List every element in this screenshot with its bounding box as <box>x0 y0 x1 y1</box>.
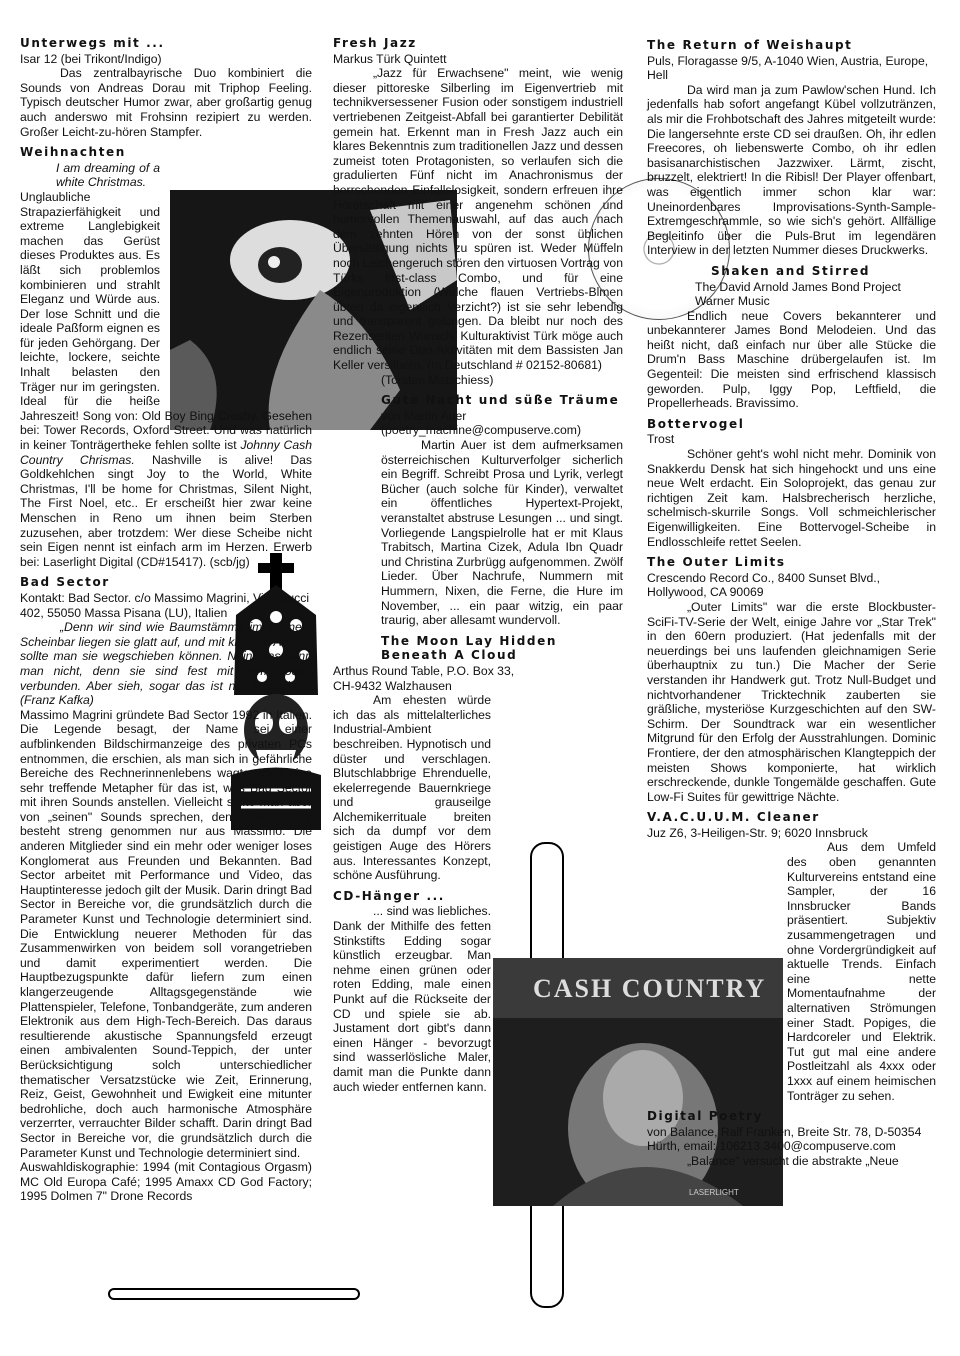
weihnachten-quote: I am dreaming of a white Christmas. <box>56 160 160 190</box>
shaken-review: Endlich neue Covers bekannterer und unbekannterer James Bond Melodeien. Und das heißt nicht, daß einfach nur über alle Stücke die Drum'n Bass Maschine drübergelaufen ist. Im Gegenteil: Die meisten sind erfrischend klassisch geworden. Pulp, Iggy Pop, Leftfield, die Propellerheads. Bravissimo. <box>647 308 936 411</box>
bottervogel-label: Trost <box>647 432 675 447</box>
heading-bad-sector: Bad Sector <box>20 575 110 590</box>
heading-digital-poetry: Digital Poetry <box>647 1109 763 1124</box>
shaken-project: The David Arnold James Bond Project <box>695 279 901 294</box>
moon-address: Arthus Round Table, P.O. Box 33, CH-9432 Walzhausen <box>333 663 515 693</box>
vacuum-address: Juz Z6, 3-Heiligen-Str. 9; 6020 Innsbruck <box>647 825 868 840</box>
bad-sector-contact: Kontakt: Bad Sector. c/o Massimo Magrini, Via Laucci 402, 55050 Massa Pisana (LU), Italien <box>20 590 310 620</box>
unterwegs-label: Isar 12 (bei Trikont/Indigo) <box>20 51 162 66</box>
heading-cd-haenger: CD-Hänger ... <box>333 888 445 903</box>
fresh-jazz-review: „Jazz für Erwachsene" meint, wie wenig dieser pittoreske Silberling im Eigenvertrieb mit technikversessener Fusion oder sonstigem industriell vertriebenen Zeitgeist-Abfall bei garantierter Debilität gemein hat. Erkennt man in Fresh Jazz auch ein klares Bekenntnis zum traditionellen Jazz und dessen zumeist toten Protagonisten, so verlaufen sich die gradulierten Fünf nicht im Anachronismus der herrschenden Einfallslosigkeit, sondern erfreuen ihre Hörerschaft mit einer angenehm schönen und humorvollen Themenauswahl, auf das auch nach dem zehnten Hören von der sonst üblichen Übersättigung nichts zu spüren ist. Weder Müffeln noch Leichengeruch stören den virtuosen Vortrag von Türks first-class Combo, und für eine Eigenproduktion (Welche flauen Vertriebs-Blmen übten da eigentlich Verzicht?) ist sie sehr lebendig und transparent gelungen. Da bleibt nur noch des Rezensenten Wunsch, Kulturaktivist Türk möge auch endlich seine Duo-Aktivitäten mit dem Bassisten Jan Keller versilbern. (In Deutschland # 02152-80681) <box>333 66 623 373</box>
bad-sector-quote: „Denn wir sind wie Baumstämme im Schnee. Scheinbar liegen sie glatt auf, und mit kleinem Anstoß sollte man sie wegschieben können. Nein, das kann man nicht, denn sie sind fest mit dem Boden verbunden. Aber sieh, sogar das ist nur scheinbar." (Franz Kafka) <box>20 620 312 708</box>
photo-spacer <box>164 161 312 403</box>
cash-cover-title: CASH COUNTRY <box>533 974 767 1003</box>
bad-sector-review: Massimo Magrini gründete Bad Sector 1992 in Italien. Die Legende besagt, der Name sei einer aufblinkenden Bildschirmanzeige des privaten PCs entnommen, die erschien, als man sich in gefährliche Bereiche des Rechnerinnenlebens wagte. Was eine sehr treffende Metapher für das ist, was Bad Sector mit ihren Sounds anstellen. Vielleicht sollte man aber von „seinen" Sounds sprechen, denn Bad Sector besteht streng genommen nur aus Massimo. Die anderen Mitglieder sind ein mehr oder weniger loses Konglomerat aus Freunden und Bekannten. Bad Sector arbeitet mit Performance und Video, das Hauptinteresse jedoch gilt der Musik. Darin dringt Bad Sector in Bereiche vor, die grundsätzlich durch die Parameter Kunst und Technologie determiniert sind. Die Entwicklung neuerer Methoden für das Zusammenwirken von beidem soll vorangetrieben und damit experimentiert werden. Die Hauptbezugspunkte dafür liefern zum einen klangerzeugende Alltagsgegenstände wie Plattenspieler, Telefone, Tonbandgeräte, zum anderen Elektronik aus dem High-Tech-Bereich. Das daraus resultierende akustische Spannungsfeld erzeugt einen ambivalenten Sound-Teppich, der unter Berücksichtigung solch unterschiedlicher thematischer Versatzstücke wie Zeit, Erinnerung, Reiz, Geist, Gewohnheit und Ewigkeit eine mitunter bedrohliche, doch auch harmonische Atmosphäre verzerrter, verrauchter Bilder schafft. Darin dringt Bad Sector in Bereiche vor, die grundsätzlich durch die Parameter Kunst und Technologie determiniert sind. <box>20 707 312 1160</box>
gute-nacht-author: von Martin Auer <box>381 408 467 423</box>
fresh-jazz-signature: (Torsten Matschiess) <box>381 372 494 387</box>
cash-cover-label: LASERLIGHT <box>689 1188 739 1197</box>
heading-weishaupt: The Return of Weishaupt <box>647 38 853 52</box>
gute-nacht-review: Martin Auer ist dem aufmerksamen österreichischen Kulturverfolger sicherlich ein Begriff. Schreibt Prosa und Lyrik, verlegt Bücher (auch solche für Kinder), verwaltet ein öffentliches Hypertext-Projekt, veranstaltet abstruse Lesungen ... und singt. Vorliegende Langspielrolle hat er mit Klaus Trabitsch, Martina Cizek, Adula Ibn Quadr und Christina Zurbrügg aufgenommen. Zwölf Lieder. Über Nachrufe, Nummern mit Hummern, Nixen, die Ferne, die Hure im November, ... ein paar witzig, ein paar traurig, aber allesamt wundervoll. <box>381 438 623 628</box>
heading-weihnachten: Weihnachten <box>20 145 126 160</box>
outer-limits-review: „Outer Limits" war die erste Blockbuster-SciFi-TV-Serie der Welt, einige Jahre vor „Star Trek" in den 60ern produziert. (Hat jedenfalls mit der neuerdings bei uns laufenden gleichnamigen Serie überhauptnix zu tun.) Die Macher der Serie verstanden ihr Handwerk gut. Trotz Null-Budget und nichtvorhandener Tricktechnik zauberten sie gräßliche, mysteriöse Kurzgeschichten auf den SW-Schirm. Der Soundtrack war ein wesentlicher Mitgrund für den Erfolg der Ausstrahlungen. Dominic Frontiere, der den atmosphärischen Klangteppich der meisten Shows komponierte, hat wirklich erschreckende, dunkle Tongemälde geschaffen. Gute Low-Fi Suites für gewittrige Nächte. <box>647 599 936 804</box>
bad-sector-discography: Auswahldiskographie: 1994 (mit Contagious Orgasm) MC Old Europa Café; 1995 Amaxx CD God Factory; 1995 Dolmen 7" Drone Records <box>20 1160 312 1204</box>
column-2 <box>333 36 623 1094</box>
heading-outer-limits: The Outer Limits <box>647 555 786 570</box>
cd-haenger-review: ... sind was liebliches. Dank der Mithilfe des fetten Stinkstifts Edding sogar künstlich erzeugbar. Man nehme einen grünen oder roten Edding, male einen Punkt auf die Rückseite der CD und spiele sie ab. Justament dort gibt's dann einen Hänger - bevorzugt sind wasserlösliche Maler, damit man die Punkte dann auch wieder entfernen kann. <box>333 904 491 1094</box>
weihnachten-review: Unglaubliche Strapazierfähigkeit und extreme Langlebigkeit machen das Gerüst dieses Produktes aus. Es läßt sich problemlos kombinieren und strahlt Eleganz und Würde aus. Der lose Schnitt und die ideale Paßform eignen es für jeden Gehörgang. Der leichte, lockere, seichte Inhalt belasten den Träger nur im geringsten. Ideal für die heiße Jahreszeit! Song von: Old Boy Bing Crosby. Gesehen bei: Tower Records, Oxford Street. Und was natürlich in keiner Tonträgertheke fehlen sollte ist Johnny Cash Country Chrismas. Nashville is alive! Das Goldkehlchen singt Joy to the World, White Christmas, I'll be home for Christmas, Silent Night, The First Noel, etc.. Er erscheißt hier zwar keine Menschen in Reno um ihnen beim Sterben zuzusehen, aber trotzdem: Wer diese Scheibe nicht sein Eigen nennt ist einfach arm im Herzen. Erwerb bei: Laserlight Digital (CD#15417). (scb/jg) <box>20 189 312 569</box>
heading-bottervogel: Bottervogel <box>647 416 745 431</box>
fresh-jazz-label: Markus Türk Quintett <box>333 51 447 66</box>
weishaupt-review: Da wird man ja zum Pawlow'schen Hund. Ich jedenfalls hab sofort angefangt Kübel vollzutränzen, als mir die Frohbotschaft des Jahres mitgeteilt wurde: Die langersehnte erste CD sei draußen. Oh, ihr edlen Freecores, oh liebenswerte Combo, oh ihr edlen basisanarchistischen Jazzwixer. Lärmt, zischt, bruzzelt, elektriert! In die Ribisl! Der Player offenbart, was eigentlich immer schon klar war: Uneinordenbares Improvisations-Synth-Sample-Extremgeschrammle, so wie sich's gehört. Allfällige Begleitinfo über die Puls-Brut im legendären Interview in der letzten Nummer dieses Druckwerks. <box>647 82 936 258</box>
decorative-bar <box>108 1288 360 1300</box>
heading-fresh-jazz: Fresh Jazz <box>333 36 417 50</box>
shaken-label: Warner Music <box>695 294 770 309</box>
vacuum-review: Aus dem Umfeld des oben genannten Kulturvereins entstand eine Sampler, der 16 Innsbrucker Bands präsentiert. Subjektiv zusammengetragen und ohne Vordergründigkeit auf aktuelle Trends. Einfach eine nette Momentaufnahme der alternativen Strömungen einer Stadt. Popiges, die Hardcoreler und Elektrik. Tut gut mal eine andere Postleitzahl als 4xxx oder 1xxx auf einem heimischen Tonträger zu sehen. <box>787 840 936 1103</box>
column-1 <box>20 36 312 1204</box>
moon-review: Am ehesten würde ich das als mittelalterliches Industrial-Ambient beschreiben. Hypnotisch und düster und verschlagen. Blutschlabbrige Ehrenduelle, ekelerregende Bauernkriege und grauseilge Alchemikerrituale breiten sich da dumpf vor dem geistigen Auge des Hörers aus. Interessantes Konzept, schöne Ausführung. <box>333 693 491 883</box>
heading-vacuum-cleaner: V.A.C.U.U.M. Cleaner <box>647 810 820 825</box>
heading-gute-nacht: Gute Nacht und süße Träume <box>381 393 620 408</box>
outer-limits-address: Crescendo Record Co., 8400 Sunset Blvd., Hollywood, CA 90069 <box>647 570 881 600</box>
bottervogel-review: Schöner geht's wohl nicht mehr. Dominik von Snakkerdu Densk hat sich hingehockt und uns eine neue Welt erdacht. Ein Soloprojekt, das genau zur richtigen Zeit kam. Halsbrecherisch herzliche, schelmisch-skurrile Songs. Voll schmeichlerischer Eigenwilligkeiten. Eine Bottervogel-Scheibe in Endlosschleife rettet Seelen. <box>647 447 936 549</box>
heading-shaken-stirred: Shaken and Stirred <box>711 263 871 278</box>
digital-poetry-address: von Balance, Ralf Franken, Breite Str. 78, D-50354 Hürth, email: 106213.3400@compuserve.com <box>647 1124 922 1154</box>
digital-poetry-review: „Balance" versucht die abstrakte „Neue <box>687 1153 899 1168</box>
column-3 <box>647 38 936 1169</box>
unterwegs-review: Das zentralbayrische Duo kombiniert die Sounds von Andreas Dorau mit Triphop Feeling. Typisch deutscher Humor zwar, aber großartig genug auch anderswo mit Frohsinn rezipiert zu werden. Großer Leicht-zu-hören Stampfer. <box>20 66 312 139</box>
heading-moon-lay-hidden: The Moon Lay Hidden Beneath A Cloud <box>381 633 557 663</box>
heading-unterwegs: Unterwegs mit ... <box>20 36 165 50</box>
gute-nacht-email: (poetry_machine@compuserve.com) <box>381 423 581 438</box>
weishaupt-address: Puls, Floragasse 9/5, A-1040 Wien, Austria, Europe, Hell <box>647 53 929 83</box>
